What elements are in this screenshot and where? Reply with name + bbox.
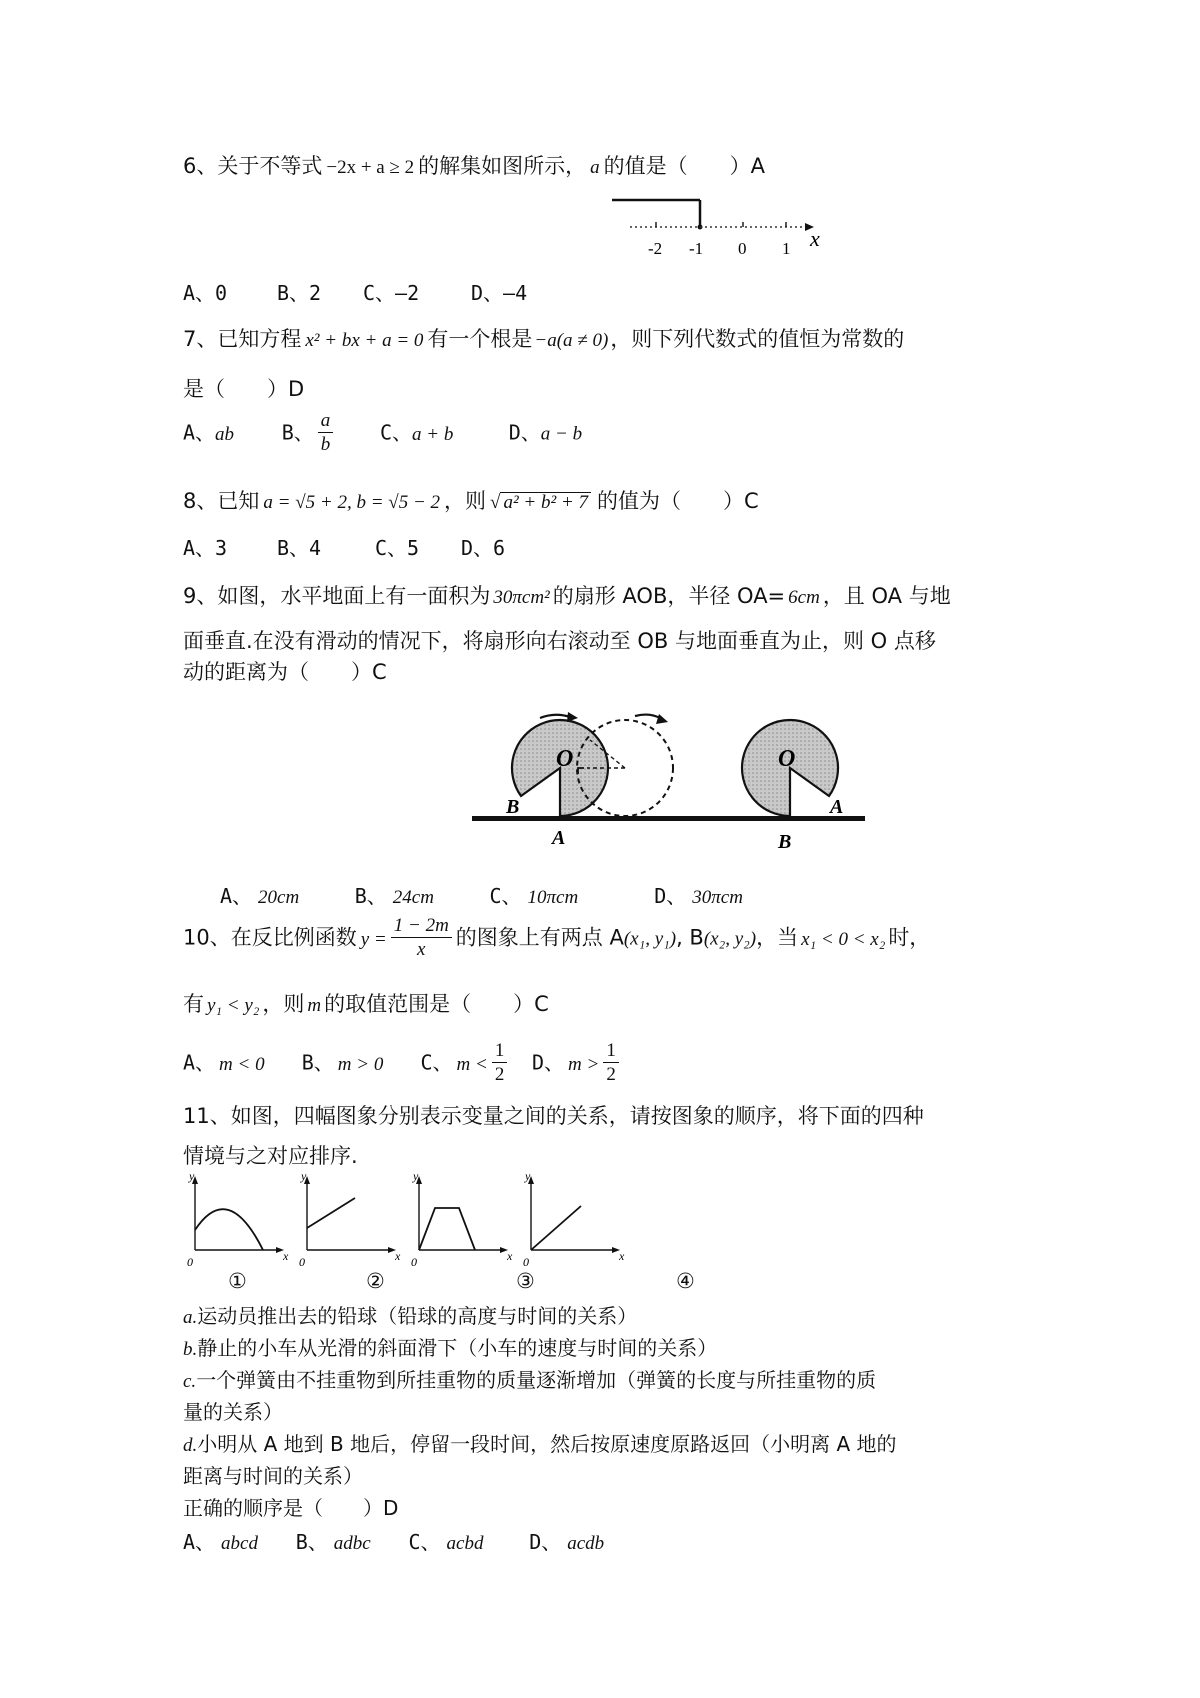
- q8-prefix: 8、已知: [183, 489, 260, 513]
- q8-mid: ，则: [444, 489, 487, 513]
- q7-equation: x² + bx + a = 0: [305, 330, 424, 351]
- q7-option-a-label: A、: [183, 420, 216, 445]
- q6-inequality: −2x + a ≥ 2: [326, 157, 415, 178]
- q10-point-b: (x₂, y₂): [703, 928, 757, 950]
- q9-option-d: 30πcm: [692, 887, 743, 908]
- q10-prefix: 10、在反比例函数: [183, 925, 357, 950]
- q8-option-b: B、4: [277, 536, 322, 560]
- q7-prefix: 7、已知方程: [183, 327, 302, 351]
- q11-x-label: x: [283, 1249, 289, 1263]
- q10-y-eq: y =: [360, 928, 387, 950]
- q11-options: [183, 1526, 604, 1555]
- q10-option-a-label: A、: [183, 1050, 216, 1075]
- q9-stem-line3: 动的距离为（ ）C: [183, 660, 387, 684]
- q10-function-fraction: [391, 915, 452, 962]
- q9-option-b: 24cm: [392, 887, 434, 908]
- q10-numerator: 1 − 2m: [391, 915, 452, 938]
- q7-option-d-label: D、: [508, 420, 541, 445]
- q6-number-line: [600, 188, 840, 260]
- q11-option-a: abcd: [221, 1533, 258, 1554]
- q10-condition: x₁ < 0 < x₂: [801, 928, 886, 950]
- q6-var: a: [590, 157, 600, 178]
- q9-stem-line1: [183, 580, 951, 610]
- q6-tick-label: 1: [782, 239, 791, 258]
- q10-denominator: x: [417, 939, 426, 960]
- q11-line: [307, 1198, 355, 1228]
- q8-option-a: A、3: [183, 536, 228, 560]
- q9-figure: [460, 700, 880, 850]
- q9-option-b-label: B、: [354, 884, 387, 908]
- q10-point-a: (x₁, y₁): [623, 928, 677, 950]
- q11-option-a-label: A、: [183, 1530, 216, 1554]
- q10-option-b: m > 0: [337, 1053, 384, 1075]
- q6-tick-label: -1: [689, 239, 704, 258]
- q7-option-d: a − b: [540, 423, 583, 445]
- q8-suffix: 的值为（ ）C: [597, 489, 759, 513]
- q7-suffix: ，则下列代数式的值恒为常数的: [610, 327, 905, 351]
- q10-option-d: m >: [568, 1053, 600, 1075]
- q9-area: 30πcm²: [493, 587, 550, 608]
- q10-option-c: m <: [456, 1053, 488, 1075]
- q7-stem-line2: 是（ ）D: [183, 377, 305, 401]
- q10-half-den: 2: [494, 1064, 505, 1085]
- q7-option-b-label: B、: [281, 420, 314, 445]
- q11-item-key: b.: [183, 1339, 198, 1360]
- q10-option-a: m < 0: [219, 1053, 265, 1075]
- q7-option-b-fraction: [318, 410, 334, 457]
- q11-item-c: [183, 1364, 876, 1393]
- q11-option-c-label: C、: [408, 1530, 441, 1554]
- q6-suffix: 的值是（ ）A: [603, 154, 766, 178]
- q11-y-label: y: [301, 1170, 307, 1183]
- q9-text: 的扇形 AOB，半径 OA=: [552, 584, 786, 608]
- q11-option-d: acdb: [567, 1533, 605, 1554]
- q11-option-c: acbd: [446, 1533, 484, 1554]
- q9-option-d-label: D、: [654, 884, 687, 908]
- q7-option-a: ab: [215, 423, 235, 445]
- q6-option-c: C、—2: [363, 281, 420, 305]
- q11-x-label: x: [619, 1249, 625, 1263]
- q9-option-a-label: A、: [220, 884, 253, 908]
- q6-tick-label: 0: [738, 239, 747, 258]
- q9-text: 9、如图，水平地面上有一面积为: [183, 584, 491, 608]
- q11-item-c-cont: [183, 1396, 283, 1425]
- q7-option-c-label: C、: [379, 420, 413, 445]
- q6-axis-var: x: [810, 226, 820, 251]
- q11-trapezoid: [419, 1208, 475, 1250]
- q9-text: ，且 OA 与地: [822, 584, 951, 608]
- q11-origin: 0: [523, 1255, 529, 1269]
- q11-x-label: x: [507, 1249, 513, 1263]
- q11-item-a: [183, 1300, 637, 1329]
- q10-text: 有: [183, 992, 204, 1016]
- q11-origin: 0: [411, 1255, 417, 1269]
- q11-curve: [195, 1209, 263, 1250]
- q11-graph-label: ④: [676, 1269, 695, 1293]
- q7-option-b-num: a: [318, 410, 334, 433]
- q11-y-label: y: [413, 1170, 419, 1183]
- q9-option-c-label: C、: [489, 884, 522, 908]
- q10-option-d-half: [603, 1040, 619, 1087]
- q9-roll-arrow-head: [656, 714, 668, 724]
- q9-label-o: O: [556, 746, 574, 772]
- q10-option-d-label: D、: [532, 1050, 565, 1075]
- q10-stem-line2: [183, 988, 549, 1018]
- q11-origin: 0: [187, 1255, 193, 1269]
- q9-label-b: B: [778, 831, 792, 850]
- q10-half-num: 1: [603, 1040, 619, 1063]
- q10-option-c-half: [492, 1040, 508, 1087]
- q11-option-b: adbc: [333, 1533, 371, 1554]
- q11-item-key: a.: [183, 1307, 198, 1328]
- q9-label-a: A: [552, 827, 566, 849]
- q11-item-key: d.: [183, 1435, 198, 1456]
- q8-expression: a² + b² + 7: [500, 492, 591, 513]
- q6-stem: [183, 150, 765, 180]
- q7-stem-line1: [183, 323, 904, 353]
- q11-graph-label: ①: [228, 1269, 247, 1293]
- q11-item-text: 小明从 A 地到 B 地后，停留一段时间，然后按原速度原路返回（小明离 A 地的: [197, 1432, 897, 1456]
- q9-label-o: O: [778, 746, 796, 772]
- q6-option-b: B、2: [277, 281, 322, 305]
- q11-y-label: y: [525, 1170, 531, 1183]
- q11-stem-line2: 情境与之对应排序.: [183, 1144, 358, 1168]
- q11-option-d-label: D、: [529, 1530, 562, 1554]
- q11-graph-label: ③: [516, 1269, 535, 1293]
- q9-roll-arrow: [540, 715, 570, 718]
- q11-item-text: 一个弹簧由不挂重物到所挂重物的质量逐渐增加（弹簧的长度与所挂重物的质: [196, 1368, 877, 1392]
- q11-option-b-label: B、: [295, 1530, 328, 1554]
- q9-label-b: B: [506, 796, 520, 818]
- q6-option-d: D、—4: [471, 281, 528, 305]
- q11-item-text: 距离与时间的关系）: [183, 1464, 363, 1488]
- q8-stem: 8、已知 a = √5 + 2, b = √5 − 2 ，则 √ a² + b² + 7 的值为（ ）C: [183, 489, 759, 513]
- q10-text: 的图象上有两点 A: [455, 925, 624, 950]
- q6-options: [183, 277, 527, 306]
- q9-roll-arrow-head: [567, 712, 578, 722]
- q10-stem-line1: [183, 915, 930, 962]
- q10-text: 时，: [888, 925, 931, 950]
- q10-options: [183, 1040, 623, 1087]
- q7-option-c: a + b: [412, 423, 454, 445]
- q11-item-key: c.: [183, 1371, 197, 1392]
- q11-item-text: 运动员推出去的铅球（铅球的高度与时间的关系）: [197, 1304, 638, 1328]
- q10-text: , B: [676, 925, 704, 950]
- q7-option-b-den: b: [320, 434, 331, 455]
- q11-graphs: [183, 1170, 743, 1270]
- q11-graph-4: [523, 1170, 625, 1269]
- q8-option-d: D、6: [461, 536, 506, 560]
- q6-option-a: A、0: [183, 281, 228, 305]
- q11-graph-labels: [228, 1269, 695, 1293]
- q11-item-text: 静止的小车从光滑的斜面滑下（小车的速度与时间的关系）: [197, 1336, 718, 1360]
- q11-origin: 0: [299, 1255, 305, 1269]
- q11-graph-1: [187, 1170, 289, 1269]
- q10-half-den: 2: [606, 1064, 616, 1085]
- q9-option-a: 20cm: [258, 887, 300, 908]
- q10-option-b-label: B、: [301, 1050, 334, 1075]
- q9-options: [220, 880, 743, 909]
- q7-mid: 有一个根是: [427, 327, 533, 351]
- q11-x-label: x: [395, 1249, 401, 1263]
- q8-given: a = √5 + 2, b = √5 − 2: [263, 492, 441, 513]
- q11-line: [531, 1206, 581, 1250]
- q8-option-c: C、5: [375, 536, 420, 560]
- q10-text: ，当: [756, 925, 799, 950]
- q10-half-num: 1: [492, 1040, 508, 1063]
- q8-options: [183, 532, 505, 561]
- q11-item-d-cont: [183, 1460, 363, 1489]
- q11-graph-2: [299, 1170, 401, 1269]
- q11-graph-label: ②: [366, 1269, 385, 1293]
- q10-condition-2: y₁ < y₂: [207, 995, 260, 1016]
- q10-m-var: m: [307, 995, 322, 1016]
- q11-stem-line1: 11、如图，四幅图象分别表示变量之间的关系，请按图象的顺序，将下面的四种: [183, 1104, 924, 1128]
- q11-item-text: 量的关系）: [183, 1400, 283, 1424]
- q11-y-label: y: [189, 1170, 195, 1183]
- q10-text: 的取值范围是（ ）C: [324, 992, 549, 1016]
- q9-stem-line2: 面垂直.在没有滑动的情况下，将扇形向右滚动至 OB 与地面垂直为止，则 O 点移: [183, 629, 936, 653]
- q6-tick-label: -2: [648, 239, 663, 258]
- q7-options: [183, 410, 582, 457]
- q9-radius: 6cm: [788, 587, 820, 608]
- q6-mid: 的解集如图所示，: [418, 154, 587, 178]
- q9-ground: [472, 816, 865, 821]
- q7-root: −a(a ≠ 0): [534, 330, 609, 351]
- q11-item-d: [183, 1428, 896, 1457]
- q10-text: ，则: [262, 992, 305, 1016]
- q10-option-c-label: C、: [420, 1050, 453, 1075]
- q9-label-a: A: [830, 796, 844, 818]
- q9-option-c: 10πcm: [527, 887, 579, 908]
- q11-item-b: [183, 1332, 717, 1361]
- q6-prefix: 6、关于不等式: [183, 154, 323, 178]
- q11-graph-3: [411, 1170, 513, 1269]
- q11-answer-line: 正确的顺序是（ ）D: [183, 1496, 399, 1520]
